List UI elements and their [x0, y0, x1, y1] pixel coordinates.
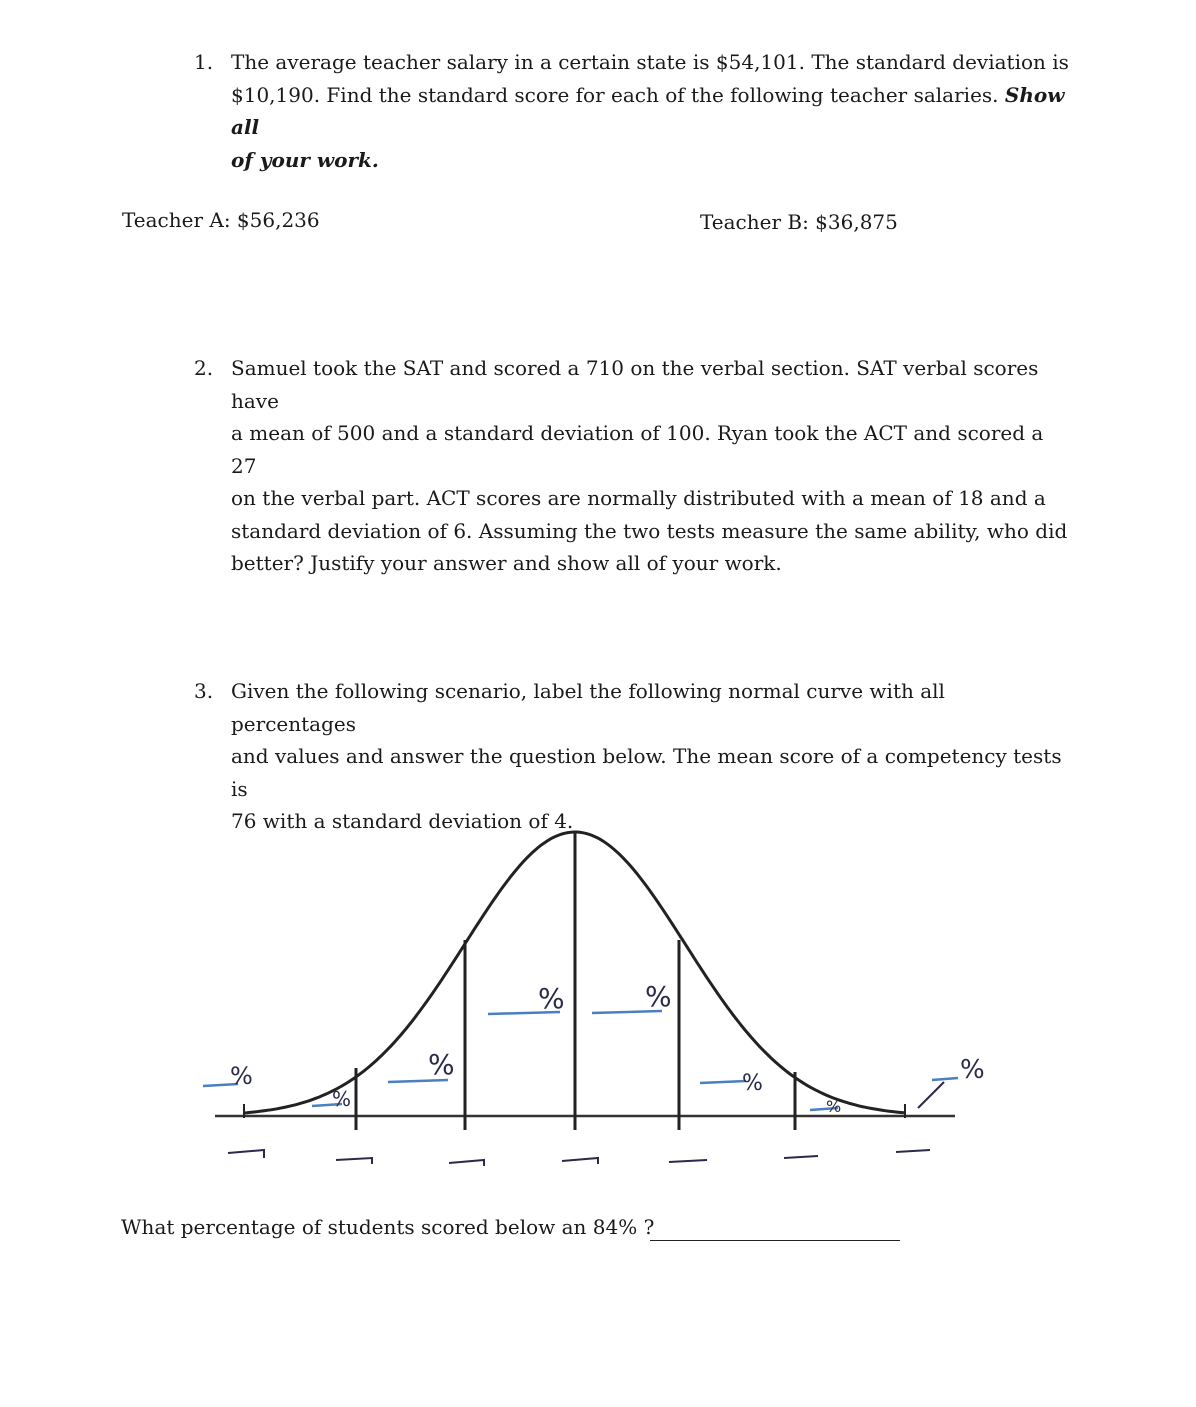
- question-1-number: 1.: [194, 50, 214, 74]
- question-1-emphasis-show-all: Show all: [231, 82, 1065, 139]
- value-blank: [784, 1156, 818, 1158]
- question-3-number: 3.: [194, 679, 214, 703]
- percent-sign: %: [960, 1055, 985, 1085]
- percent-sign: %: [230, 1062, 253, 1090]
- value-blank: [449, 1160, 484, 1166]
- percent-sign: %: [332, 1087, 352, 1111]
- percent-sign: %: [742, 1071, 763, 1096]
- percent-blank-mid-right: [700, 1081, 746, 1083]
- question-2-number: 2.: [194, 356, 214, 380]
- question-1-line-1: The average teacher salary in a certain state is $54,101. The standard deviation is: [231, 50, 1069, 74]
- value-blank: [896, 1150, 930, 1152]
- question-3-line: Given the following scenario, label the following normal curve with all percentages: [231, 679, 945, 736]
- percent-sign: %: [428, 1048, 455, 1081]
- percent-sign: %: [645, 980, 672, 1013]
- value-blank: [336, 1158, 372, 1164]
- value-blank: [669, 1160, 707, 1162]
- question-2-line: Samuel took the SAT and scored a 710 on the verbal section. SAT verbal scores have: [231, 356, 1039, 413]
- question-2-line: a mean of 500 and a standard deviation of 100. Ryan took the ACT and scored a 27: [231, 421, 1044, 478]
- question-3-line: 76 with a standard deviation of 4.: [231, 809, 574, 833]
- question-1-line-2-text: $10,190. Find the standard score for each of the following teacher salaries.: [231, 82, 1005, 107]
- final-question: What percentage of students scored below an 84% ?: [121, 1215, 655, 1239]
- value-blank: [562, 1158, 598, 1164]
- percent-blank-outer-right: [932, 1078, 958, 1080]
- question-2-line: on the verbal part. ACT scores are normally distributed with a mean of 18 and a: [231, 486, 1046, 510]
- question-2-line: standard deviation of 6. Assuming the two tests measure the same ability, who did: [231, 518, 1068, 543]
- percent-sign: %: [826, 1097, 842, 1116]
- answer-line[interactable]: [650, 1240, 900, 1241]
- value-blanks: [228, 1150, 930, 1166]
- teacher-b-label: Teacher B: $36,875: [700, 210, 898, 234]
- question-1-emphasis-work: of your work.: [231, 147, 379, 172]
- question-2-line: better? Justify your answer and show all of your work.: [231, 551, 782, 575]
- pointer-line-right: [918, 1082, 944, 1108]
- teacher-a-label: Teacher A: $56,236: [122, 208, 320, 232]
- percent-sign: %: [538, 982, 565, 1015]
- question-3-line: and values and answer the question below. The mean score of a competency tests is: [231, 744, 1062, 801]
- value-blank: [228, 1150, 264, 1158]
